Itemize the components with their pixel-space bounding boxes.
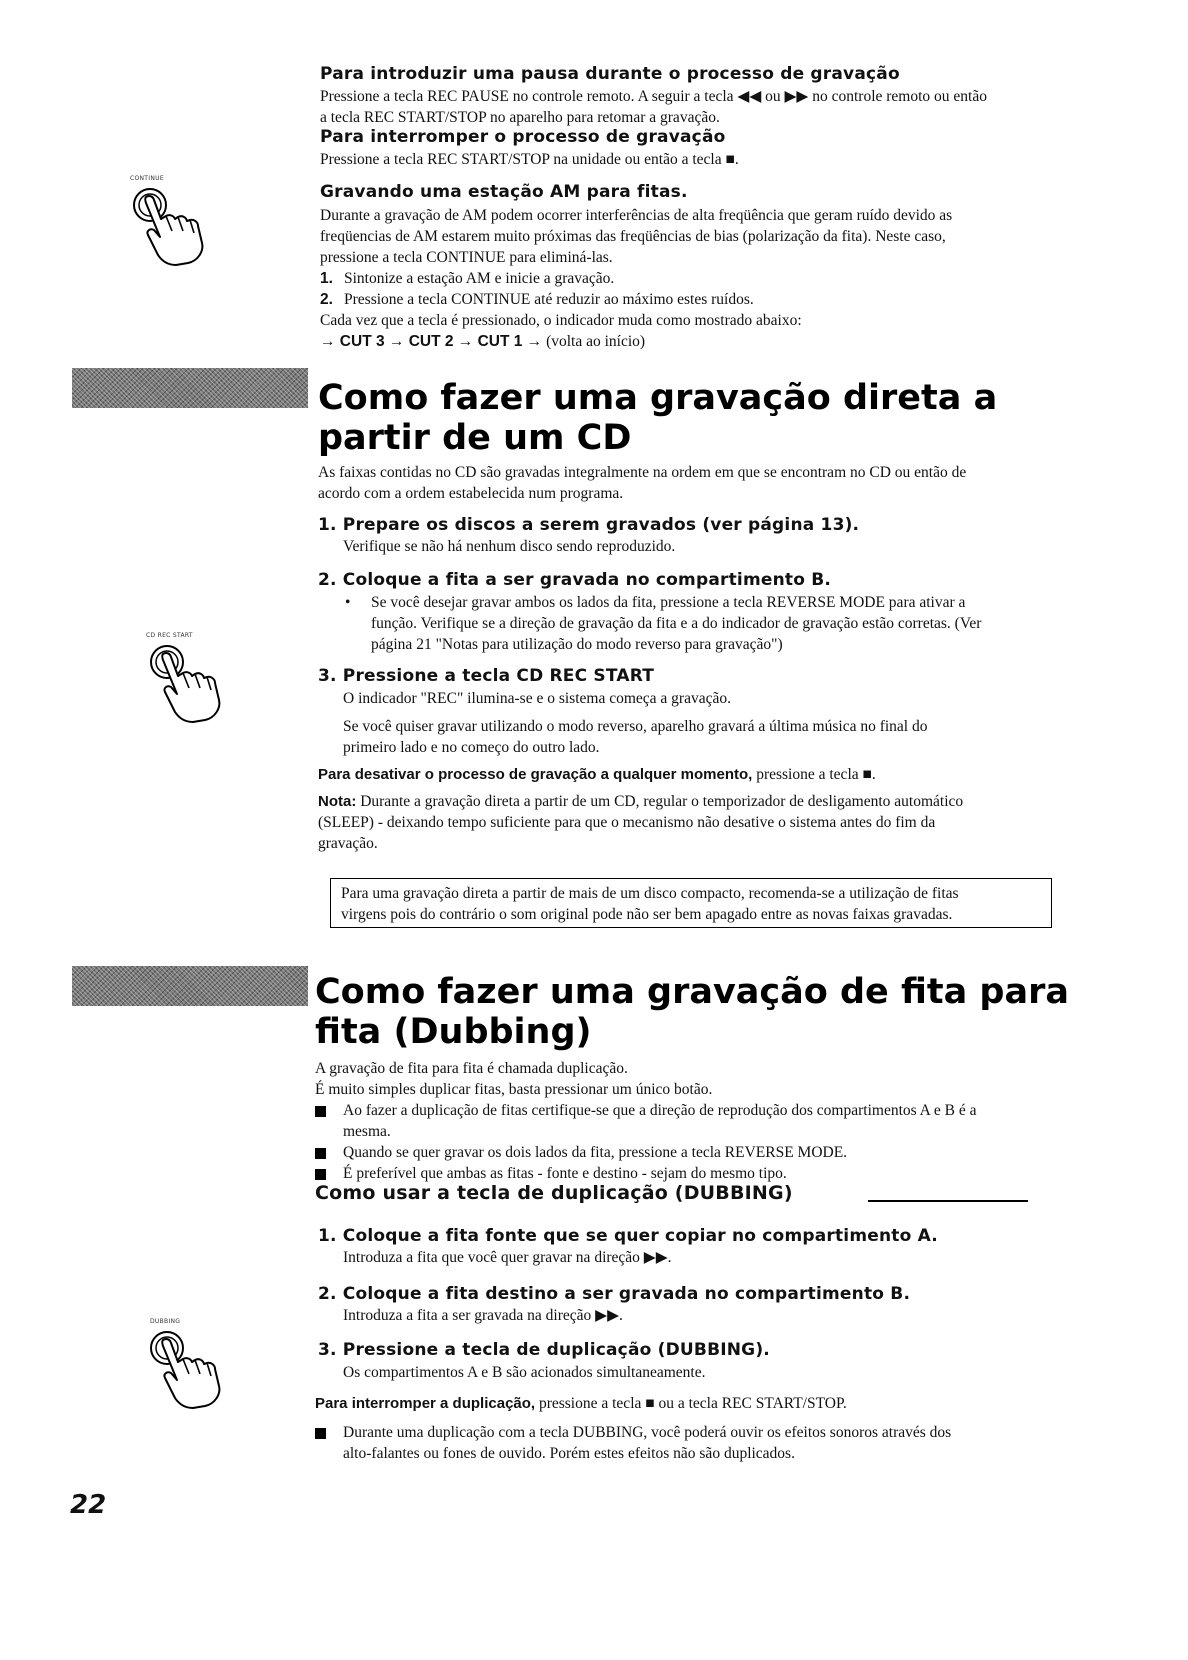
cd-title-line2: partir de um CD (318, 418, 632, 458)
dub-bullet1-line1: Ao fazer a duplicação de fitas certifique-se que a direção de reprodução dos compartimentos A e B é a (343, 1102, 977, 1119)
am-step1-text: Sintonize a estação AM e inicie a gravação. (344, 270, 615, 287)
dub-step2-heading: 2. Coloque a fita destino a ser gravada no compartimento B. (318, 1284, 911, 1304)
section-bar-dubbing (72, 966, 308, 1006)
cut-sequence-end: (volta ao início) (546, 333, 646, 350)
cd-deactivate-bold: Para desativar o processo de gravação a qualquer momento, (318, 766, 753, 783)
cd-step2-heading: 2. Coloque a fita a ser gravada no compartimento B. (318, 570, 832, 590)
pause-text-line1: Pressione a tecla REC PAUSE no controle remoto. A seguir a tecla ◀◀ ou ▶▶ no controle remoto ou então (320, 88, 987, 105)
dub-step3-heading: 3. Pressione a tecla de duplicação (DUBBING). (318, 1340, 770, 1360)
cd-step3-text-line1: O indicador "REC" ilumina-se e o sistema começa a gravação. (343, 690, 731, 707)
dub-bullet2-text: Quando se quer gravar os dois lados da fita, pressione a tecla REVERSE MODE. (343, 1144, 848, 1161)
dub-step3-text: Os compartimentos A e B são acionados simultaneamente. (343, 1364, 706, 1381)
dub-final-line1: Durante uma duplicação com a tecla DUBBING, você poderá ouvir os efeitos sonoros através dos (343, 1424, 952, 1441)
cd-note-label: Nota: (318, 793, 357, 810)
am-step2-text: Pressione a tecla CONTINUE até reduzir ao máximo estes ruídos. (344, 291, 754, 308)
dub-bullet3-marker (315, 1169, 326, 1180)
dub-stop-text: pressione a tecla ■ ou a tecla REC START/STOP. (538, 1395, 847, 1412)
dub-final-line2: alto-falantes ou fones de ouvido. Porém estes efeitos não são duplicados. (343, 1445, 795, 1462)
cd-tip-line1: Para uma gravação direta a partir de mais de um disco compacto, recomenda-se a utilização de fitas (341, 885, 959, 902)
am-text-line2: freqüencias de AM estarem muito próximas das freqüências de bias (polarização da fita). Neste caso, (320, 228, 946, 245)
am-text-line3: pressione a tecla CONTINUE para eliminá-las. (320, 249, 613, 266)
dub-bullet2-marker (315, 1148, 326, 1159)
cd-note-line1: Durante a gravação direta a partir de um CD, regular o temporizador de desligamento automático (360, 793, 964, 810)
cd-intro-line1: As faixas contidas no CD são gravadas integralmente na ordem em que se encontram no CD ou então de (318, 464, 967, 481)
cd-step2-bullet-line1: Se você desejar gravar ambos os lados da fita, pressione a tecla REVERSE MODE para ativar a (371, 594, 966, 611)
am-step2-number: 2. (320, 291, 333, 308)
dub-intro-line2: É muito simples duplicar fitas, basta pressionar um único botão. (315, 1081, 713, 1098)
dub-subheading-rule (868, 1200, 1028, 1202)
continue-hand-icon (128, 183, 238, 268)
cd-tip-box (330, 878, 1052, 928)
cd-step1-text: Verifique se não há nenhum disco sendo reproduzido. (343, 538, 676, 555)
stop-text: Pressione a tecla REC START/STOP na unidade ou então a tecla ■. (320, 151, 739, 168)
section-bar-cd (72, 368, 308, 408)
dubbing-button-label: DUBBING (150, 1318, 181, 1325)
dub-intro-line1: A gravação de fita para fita é chamada duplicação. (315, 1060, 628, 1077)
cd-deactivate-text: pressione a tecla ■. (756, 766, 876, 783)
am-text-line1: Durante a gravação de AM podem ocorrer interferências de alta freqüência que geram ruído devido as (320, 207, 953, 224)
cd-note-line2: (SLEEP) - deixando tempo suficiente para que o mecanismo não desative o sistema antes do fim da (318, 814, 936, 831)
dub-step2-text: Introduza a fita a ser gravada na direção ▶▶. (343, 1307, 623, 1324)
cd-note-line3: gravação. (318, 835, 378, 852)
dub-step1-heading: 1. Coloque a fita fonte que se quer copiar no compartimento A. (318, 1226, 938, 1246)
cd-step2-bullet-line2: função. Verifique se a direção de gravação da fita e a do indicador de gravação estão corretas. (Ver (371, 615, 982, 632)
cd-title-line1: Como fazer uma gravação direta a (318, 378, 998, 418)
dub-final-bullet-marker (315, 1428, 326, 1439)
cd-intro-line2: acordo com a ordem estabelecida num programa. (318, 485, 624, 502)
dub-step1-text: Introduza a fita que você quer gravar na direção ▶▶. (343, 1249, 672, 1266)
continue-button-label: CONTINUE (130, 175, 164, 182)
cd-step2-bullet-line3: página 21 "Notas para utilização do modo reverso para gravação") (371, 636, 783, 653)
dub-stop-bold: Para interromper a duplicação, (315, 1395, 536, 1412)
pause-heading: Para introduzir uma pausa durante o processo de gravação (320, 64, 900, 84)
dub-title-line2: fita (Dubbing) (315, 1012, 592, 1052)
dub-title-line1: Como fazer uma gravação de fita para (315, 972, 1069, 1012)
cd-step3-text-line3: primeiro lado e no começo do outro lado. (343, 739, 600, 756)
dub-bullet1-line2: mesma. (343, 1123, 391, 1140)
am-text-line4: Cada vez que a tecla é pressionado, o indicador muda como mostrado abaixo: (320, 312, 802, 329)
cd-step2-bullet: • (345, 594, 351, 611)
dub-bullet3-text: É preferível que ambas as fitas - fonte e destino - sejam do mesmo tipo. (343, 1165, 787, 1182)
dub-bullet1-marker (315, 1106, 326, 1117)
page-number: 22 (70, 1490, 107, 1520)
cd-rec-start-hand-icon (145, 640, 255, 725)
stop-heading: Para interromper o processo de gravação (320, 127, 726, 147)
dub-subheading: Como usar a tecla de duplicação (DUBBING) (315, 1182, 793, 1204)
am-heading: Gravando uma estação AM para fitas. (320, 182, 688, 202)
pause-text-line2: a tecla REC START/STOP no aparelho para retomar a gravação. (320, 109, 720, 126)
cd-step1-heading: 1. Prepare os discos a serem gravados (ver página 13). (318, 515, 860, 535)
cd-tip-line2: virgens pois do contrário o som original pode não ser bem apagado entre as novas faixas gravadas. (341, 906, 953, 923)
cd-rec-start-button-label: CD REC START (146, 632, 193, 639)
dubbing-hand-icon (145, 1326, 255, 1411)
am-step1-number: 1. (320, 270, 333, 287)
cd-step3-heading: 3. Pressione a tecla CD REC START (318, 666, 655, 686)
cut-sequence: → CUT 3 → CUT 2 → CUT 1 → (320, 333, 543, 350)
cd-step3-text-line2: Se você quiser gravar utilizando o modo reverso, aparelho gravará a última música no final do (343, 718, 928, 735)
